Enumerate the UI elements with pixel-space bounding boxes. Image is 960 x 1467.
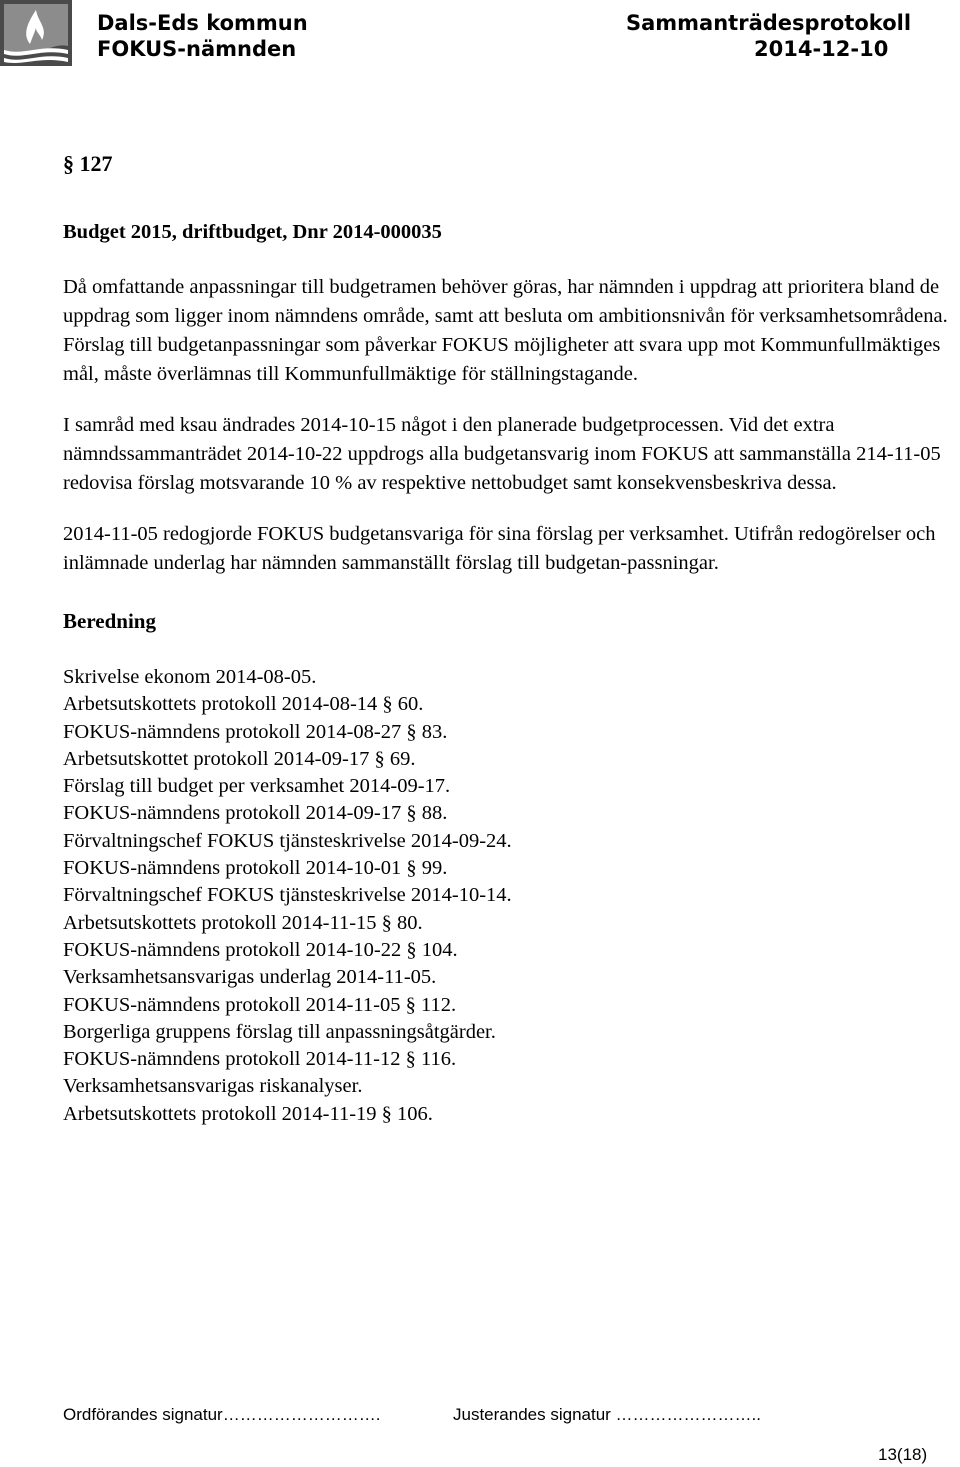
list-item: Arbetsutskottets protokoll 2014-11-15 § 80. [63, 911, 423, 934]
list-item: Förslag till budget per verksamhet 2014-09-17. [63, 775, 451, 798]
beredning-list [63, 664, 953, 1128]
body-paragraph-3: 2014-11-05 redogjorde FOKUS budgetansvariga för sina förslag per verksamhet. Utifrån redogörelser och inlämnade underlag har nämnden sammanställt förslag till budgetan-passningar. [63, 523, 936, 574]
list-item: FOKUS-nämndens protokoll 2014-08-27 § 83. [63, 720, 448, 743]
chair-signature-line: Ordförandes signatur………………………. [63, 1405, 381, 1424]
list-item: FOKUS-nämndens protokoll 2014-09-17 § 88. [63, 802, 448, 825]
document-body [63, 148, 953, 1128]
list-item: Arbetsutskottets protokoll 2014-11-19 § 106. [63, 1102, 433, 1125]
page-title: Budget 2015, driftbudget, Dnr 2014-000035 [63, 221, 442, 243]
page-number: 13(18) [878, 1445, 928, 1464]
page-header [0, 0, 960, 70]
municipality-logo-icon [0, 0, 72, 66]
list-item: Skrivelse ekonom 2014-08-05. [63, 666, 317, 688]
body-paragraph-1: Då omfattande anpassningar till budgetramen behöver göras, har nämnden i uppdrag att prioritera bland de uppdrag som ligger inom nämndens område, samt att besluta om ambitionsnivån för verksamhetsområdena. Förslag till budgetanpassningar som påverkar FOKUS möjligheter att svara upp mot Kommunfullmäktiges mål, måste överlämnas till Kommunfullmäktige för ställningstagande. [63, 276, 948, 385]
paragraph-number: § 127 [63, 151, 113, 176]
list-item: Förvaltningschef FOKUS tjänsteskrivelse 2014-10-14. [63, 884, 512, 907]
meeting-date: 2014-12-10 [754, 37, 889, 61]
organization-name: Dals-Eds kommun [97, 11, 308, 35]
body-paragraph-2: I samråd med ksau ändrades 2014-10-15 något i den planerade budgetprocessen. Vid det extra nämndssammanträdet 2014-10-22 uppdrogs alla budgetansvarig inom FOKUS att sammanställa 214-11-05 redovisa förslag motsvarande 10 % av respektive nettobudget samt konsekvensbeskriva dessa. [63, 414, 941, 494]
list-item: FOKUS-nämndens protokoll 2014-11-05 § 112. [63, 993, 457, 1016]
list-item: FOKUS-nämndens protokoll 2014-10-22 § 104. [63, 938, 458, 961]
list-item: Arbetsutskottet protokoll 2014-09-17 § 69. [63, 747, 416, 770]
document-type: Sammanträdesprotokoll [626, 11, 912, 35]
adjuster-signature-line: Justerandes signatur …………………….. [453, 1405, 761, 1424]
beredning-heading: Beredning [63, 609, 156, 633]
board-name: FOKUS-nämnden [97, 37, 297, 61]
list-item: Verksamhetsansvarigas riskanalyser. [63, 1075, 363, 1098]
list-item: Borgerliga gruppens förslag till anpassningsåtgärder. [63, 1020, 496, 1043]
list-item: FOKUS-nämndens protokoll 2014-11-12 § 116. [63, 1048, 457, 1071]
list-item: Verksamhetsansvarigas underlag 2014-11-05. [63, 966, 437, 989]
page-footer [63, 1403, 953, 1463]
list-item: FOKUS-nämndens protokoll 2014-10-01 § 99. [63, 857, 448, 880]
list-item: Förvaltningschef FOKUS tjänsteskrivelse 2014-09-24. [63, 829, 512, 852]
list-item: Arbetsutskottets protokoll 2014-08-14 § 60. [63, 693, 424, 716]
